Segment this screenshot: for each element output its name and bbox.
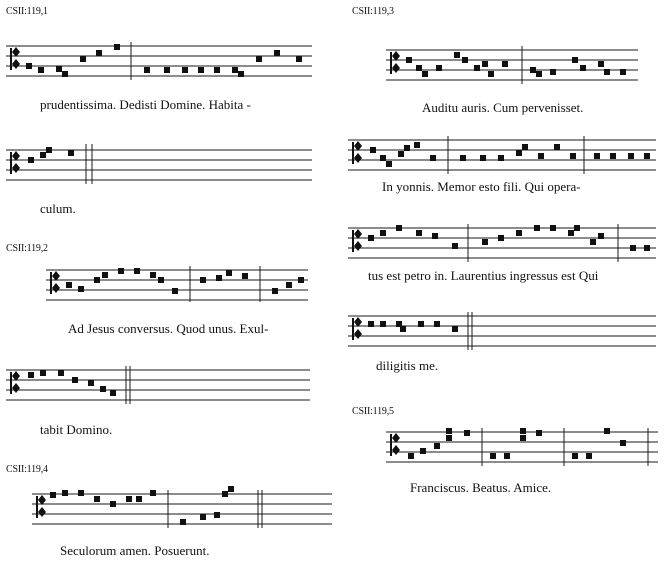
- c-clef-icon: [10, 47, 20, 70]
- neume: [464, 430, 470, 436]
- neume: [118, 268, 124, 274]
- neume: [572, 57, 578, 63]
- neume: [430, 155, 436, 161]
- lyrics-line: Franciscus. Beatus. Amice.: [410, 480, 552, 495]
- neume: [554, 144, 560, 150]
- neume: [418, 321, 424, 327]
- neume: [100, 386, 106, 392]
- staff-lines: [348, 228, 656, 258]
- neume: [114, 44, 120, 50]
- lyrics-line: Seculorum amen. Posuerunt.: [60, 543, 210, 558]
- neume: [604, 69, 610, 75]
- staff-lines: [348, 316, 656, 346]
- neume: [40, 152, 46, 158]
- neume: [446, 435, 452, 441]
- neume: [158, 277, 164, 283]
- chant-label: CSII:119,2: [6, 243, 48, 254]
- neume: [298, 277, 304, 283]
- neume: [488, 71, 494, 77]
- neume: [620, 440, 626, 446]
- neume: [538, 153, 544, 159]
- neume: [446, 428, 452, 434]
- lyrics-line: Ad Jesus conversus. Quod unus. Exul-: [68, 321, 269, 336]
- neume: [126, 496, 132, 502]
- neume: [400, 326, 406, 332]
- neume: [238, 71, 244, 77]
- neume: [396, 225, 402, 231]
- chant-label: CSII:119,3: [352, 6, 394, 17]
- neume: [214, 512, 220, 518]
- neume: [502, 61, 508, 67]
- c-clef-icon: [390, 433, 400, 456]
- neume: [398, 151, 404, 157]
- neume: [150, 490, 156, 496]
- c-clef-icon: [390, 51, 400, 74]
- neume: [62, 490, 68, 496]
- neume: [590, 239, 596, 245]
- lyrics-line: prudentissima. Dedisti Domine. Habita -: [40, 97, 251, 112]
- neume: [406, 57, 412, 63]
- neume: [182, 67, 188, 73]
- neume: [460, 155, 466, 161]
- neume: [604, 428, 610, 434]
- c-clef-icon: [10, 371, 20, 394]
- neume: [482, 239, 488, 245]
- neume: [644, 245, 650, 251]
- neume: [242, 273, 248, 279]
- neume: [296, 56, 302, 62]
- neume: [110, 390, 116, 396]
- neume: [200, 514, 206, 520]
- neume: [222, 491, 228, 497]
- chant-label: CSII:119,5: [352, 406, 394, 417]
- lyrics-line: tus est petro in. Laurentius ingressus est Qui: [368, 268, 599, 283]
- neume: [68, 150, 74, 156]
- neume: [94, 496, 100, 502]
- neume: [474, 65, 480, 71]
- neume: [422, 71, 428, 77]
- neume: [26, 63, 32, 69]
- neume: [286, 282, 292, 288]
- neume: [536, 71, 542, 77]
- neume: [272, 288, 278, 294]
- neume: [522, 144, 528, 150]
- neume: [416, 65, 422, 71]
- neume: [520, 435, 526, 441]
- staff-lines: [6, 150, 312, 180]
- neume: [610, 153, 616, 159]
- staff-lines: [46, 270, 308, 300]
- neume: [452, 243, 458, 249]
- neume: [520, 428, 526, 434]
- neume: [198, 67, 204, 73]
- neume: [420, 448, 426, 454]
- music-staff: [348, 310, 658, 354]
- neume: [572, 453, 578, 459]
- neume: [414, 142, 420, 148]
- neume: [434, 321, 440, 327]
- neume: [594, 153, 600, 159]
- c-clef-icon: [352, 141, 362, 164]
- c-clef-icon: [50, 271, 60, 294]
- neume: [534, 225, 540, 231]
- neume: [434, 443, 440, 449]
- neume: [172, 288, 178, 294]
- neume: [568, 230, 574, 236]
- neume: [232, 67, 238, 73]
- music-staff: [348, 222, 658, 266]
- neume: [550, 69, 556, 75]
- neume: [228, 486, 234, 492]
- music-staff: [6, 40, 314, 88]
- music-staff: [6, 144, 314, 188]
- neume: [416, 230, 422, 236]
- music-staff: [348, 134, 658, 178]
- neume: [454, 52, 460, 58]
- neume: [452, 326, 458, 332]
- c-clef-icon: [352, 317, 362, 340]
- chant-label: CSII:119,4: [6, 464, 48, 475]
- neume: [380, 155, 386, 161]
- staff-lines: [6, 370, 310, 400]
- neume: [516, 230, 522, 236]
- c-clef-icon: [10, 151, 20, 174]
- neume: [40, 370, 46, 376]
- lyrics-line: tabit Domino.: [40, 422, 113, 437]
- lyrics-line: culum.: [40, 201, 76, 216]
- neume: [50, 492, 56, 498]
- neume: [88, 380, 94, 386]
- neume: [386, 161, 392, 167]
- neume: [436, 65, 442, 71]
- neume: [136, 496, 142, 502]
- neume: [480, 155, 486, 161]
- neume: [630, 245, 636, 251]
- neume: [102, 272, 108, 278]
- music-staff: [32, 488, 336, 532]
- chant-label: CSII:119,1: [6, 6, 48, 17]
- neume: [530, 67, 536, 73]
- music-staff: [46, 264, 312, 308]
- neume: [56, 66, 62, 72]
- lyrics-line: diligitis me.: [376, 358, 439, 373]
- neume: [462, 57, 468, 63]
- lyrics-line: In yonnis. Memor esto fili. Qui opera-: [382, 179, 581, 194]
- neume: [78, 286, 84, 292]
- neume: [380, 321, 386, 327]
- neume: [598, 233, 604, 239]
- neume: [38, 67, 44, 73]
- neume: [144, 67, 150, 73]
- neume: [66, 282, 72, 288]
- neume: [164, 67, 170, 73]
- neume: [368, 321, 374, 327]
- neume: [150, 272, 156, 278]
- neume: [200, 277, 206, 283]
- neume: [598, 61, 604, 67]
- neume: [28, 372, 34, 378]
- neume: [226, 270, 232, 276]
- neume: [586, 453, 592, 459]
- neume: [404, 145, 410, 151]
- neume: [432, 233, 438, 239]
- neume: [490, 453, 496, 459]
- neume: [58, 370, 64, 376]
- neume: [72, 377, 78, 383]
- neume: [94, 277, 100, 283]
- neume: [644, 153, 650, 159]
- neume: [256, 56, 262, 62]
- neume: [80, 56, 86, 62]
- neume: [574, 225, 580, 231]
- music-staff: [6, 364, 314, 408]
- neume: [214, 67, 220, 73]
- staff-lines: [6, 46, 312, 76]
- neume: [516, 150, 522, 156]
- neume: [570, 153, 576, 159]
- neume: [370, 147, 376, 153]
- neume: [216, 275, 222, 281]
- neume: [498, 235, 504, 241]
- neume: [380, 230, 386, 236]
- lyrics-line: Auditu auris. Cum pervenisset.: [422, 100, 584, 115]
- neume: [62, 71, 68, 77]
- neume: [498, 155, 504, 161]
- neume: [628, 153, 634, 159]
- neume: [134, 268, 140, 274]
- neume: [28, 157, 34, 163]
- neume: [504, 453, 510, 459]
- music-staff: [386, 44, 640, 88]
- neume: [274, 50, 280, 56]
- neume: [550, 225, 556, 231]
- neume: [536, 430, 542, 436]
- music-staff: [386, 426, 660, 470]
- neume: [110, 501, 116, 507]
- c-clef-icon: [352, 229, 362, 252]
- neume: [96, 50, 102, 56]
- neume: [408, 453, 414, 459]
- neume: [368, 235, 374, 241]
- neume: [78, 490, 84, 496]
- c-clef-icon: [36, 495, 46, 518]
- neume: [620, 69, 626, 75]
- neume: [580, 65, 586, 71]
- neume: [180, 519, 186, 525]
- neume: [482, 61, 488, 67]
- neume: [46, 147, 52, 153]
